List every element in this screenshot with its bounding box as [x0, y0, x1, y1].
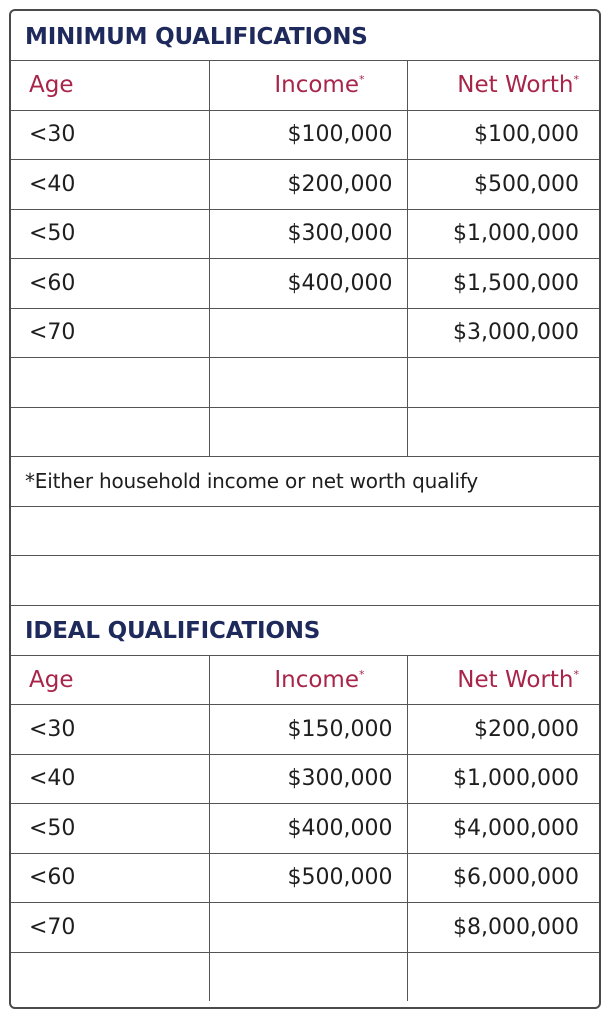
table-row: [11, 754, 599, 804]
empty-cell: [407, 358, 599, 408]
spacer-row: [11, 506, 599, 556]
note-row: [11, 457, 599, 507]
table-row: [11, 853, 599, 903]
spacer-row: [11, 556, 599, 606]
empty-cell: [11, 506, 599, 556]
minimum-title-row: [11, 11, 599, 61]
table-row: [11, 209, 599, 259]
empty-cell: [407, 407, 599, 457]
income-cell: $500,000: [209, 853, 407, 903]
empty-cell: [209, 358, 407, 408]
networth-cell: $1,000,000: [407, 209, 599, 259]
income-cell: $300,000: [209, 209, 407, 259]
header-income-mark: *: [359, 73, 365, 87]
header-networth: [407, 655, 599, 705]
age-cell: <70: [11, 903, 209, 953]
minimum-title: MINIMUM QUALIFICATIONS: [25, 23, 368, 50]
networth-cell: $500,000: [407, 160, 599, 210]
header-networth-mark: *: [573, 73, 579, 87]
table-row: [11, 259, 599, 309]
empty-row: [11, 358, 599, 408]
empty-cell: [11, 556, 599, 606]
header-income-mark: *: [359, 667, 365, 681]
footnote: *Either household income or net worth qualify: [11, 457, 599, 507]
age-cell: <30: [11, 705, 209, 755]
header-income-label: Income: [274, 666, 359, 693]
qualifications-table: [11, 11, 599, 1001]
table-row: [11, 804, 599, 854]
header-age: Age: [11, 655, 209, 705]
age-cell: <40: [11, 160, 209, 210]
ideal-title: IDEAL QUALIFICATIONS: [11, 605, 599, 655]
table-row: [11, 160, 599, 210]
income-cell: $300,000: [209, 754, 407, 804]
income-cell: $400,000: [209, 259, 407, 309]
header-networth-label: Net Worth: [457, 666, 574, 693]
networth-cell: $3,000,000: [407, 308, 599, 358]
empty-cell: [11, 952, 209, 1001]
income-cell: $200,000: [209, 160, 407, 210]
age-cell: <40: [11, 754, 209, 804]
header-networth: [407, 61, 599, 111]
age-cell: <50: [11, 804, 209, 854]
header-age: Age: [11, 61, 209, 111]
networth-cell: $1,500,000: [407, 259, 599, 309]
table-row: [11, 308, 599, 358]
empty-cell: [209, 952, 407, 1001]
minimum-header-row: [11, 61, 599, 111]
ideal-title-row: [11, 605, 599, 655]
empty-cell: [11, 407, 209, 457]
empty-cell: [407, 952, 599, 1001]
header-income: [209, 655, 407, 705]
income-cell: $100,000: [209, 110, 407, 160]
age-cell: <70: [11, 308, 209, 358]
empty-cell: [209, 407, 407, 457]
header-income-label: Income: [274, 72, 359, 99]
table-row: [11, 705, 599, 755]
empty-cell: [11, 358, 209, 408]
empty-row: [11, 952, 599, 1001]
age-cell: <60: [11, 853, 209, 903]
empty-row: [11, 407, 599, 457]
networth-cell: $200,000: [407, 705, 599, 755]
income-cell: $150,000: [209, 705, 407, 755]
networth-cell: $6,000,000: [407, 853, 599, 903]
networth-cell: $4,000,000: [407, 804, 599, 854]
income-cell: [209, 308, 407, 358]
networth-cell: $8,000,000: [407, 903, 599, 953]
income-cell: $400,000: [209, 804, 407, 854]
age-cell: <60: [11, 259, 209, 309]
income-cell: [209, 903, 407, 953]
age-cell: <50: [11, 209, 209, 259]
header-networth-label: Net Worth: [457, 72, 574, 99]
networth-cell: $1,000,000: [407, 754, 599, 804]
header-income: [209, 61, 407, 111]
networth-cell: $100,000: [407, 110, 599, 160]
age-cell: <30: [11, 110, 209, 160]
table-row: [11, 110, 599, 160]
header-networth-mark: *: [573, 667, 579, 681]
qualifications-table-frame: [9, 9, 601, 1009]
ideal-header-row: [11, 655, 599, 705]
table-row: [11, 903, 599, 953]
